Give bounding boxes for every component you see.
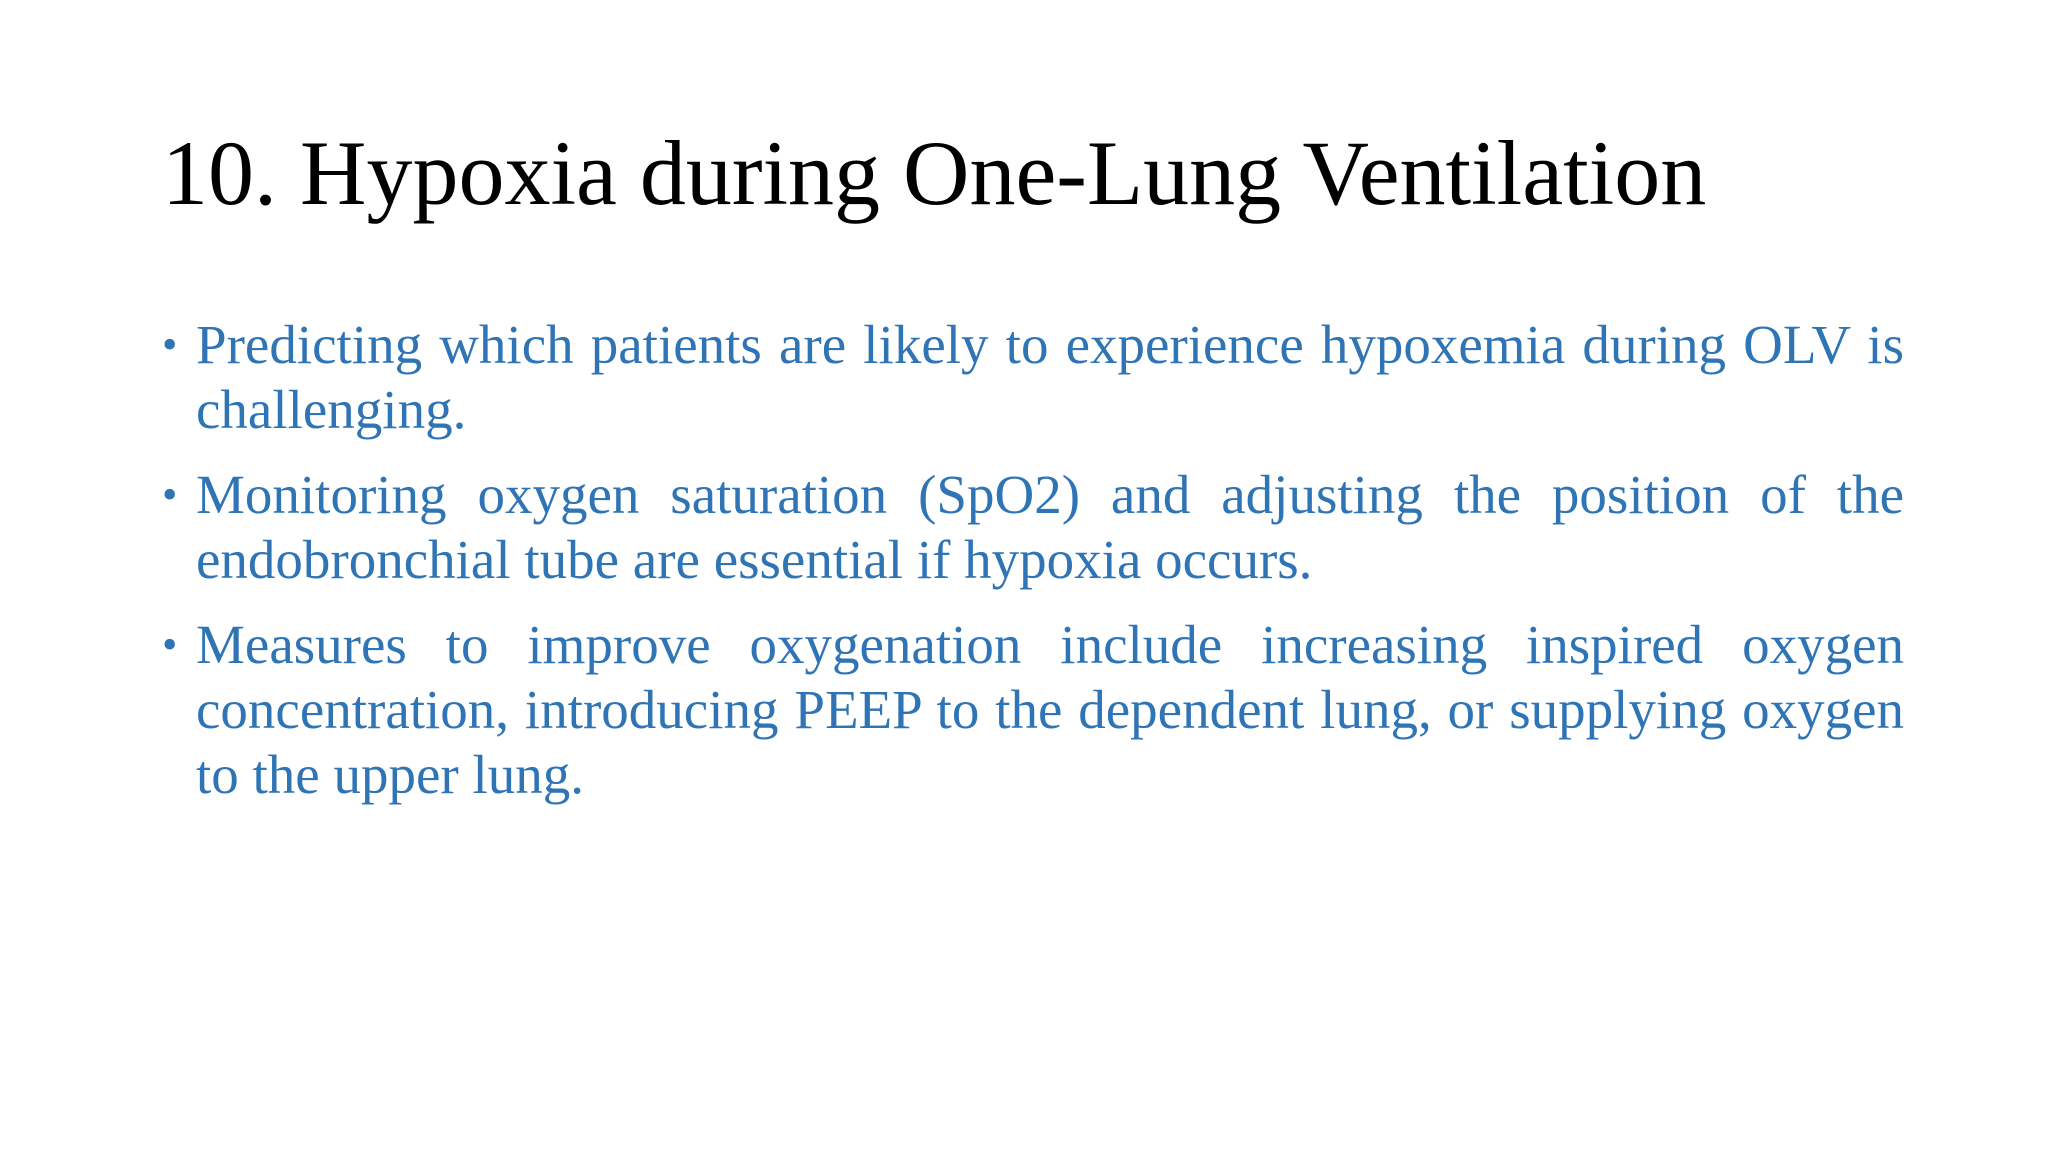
bullet-list	[162, 312, 1904, 827]
bullet-text: Measures to improve oxygenation include increasing inspired oxygen concentration, introducing PEEP to the dependent lung, or supplying oxygen to the upper lung.	[196, 614, 1904, 805]
bullet-icon: •	[162, 320, 178, 369]
bullet-icon: •	[162, 470, 178, 519]
bullet-item-prediction	[162, 312, 1904, 442]
bullet-text: Monitoring oxygen saturation (SpO2) and adjusting the position of the endobronchial tube are essential if hypoxia occurs.	[196, 464, 1904, 590]
bullet-text: Predicting which patients are likely to experience hypoxemia during OLV is challenging.	[196, 314, 1904, 440]
bullet-icon: •	[162, 620, 178, 669]
bullet-item-monitoring	[162, 462, 1904, 592]
bullet-item-measures	[162, 612, 1904, 807]
slide-title: 10. Hypoxia during One-Lung Ventilation	[162, 122, 1707, 224]
